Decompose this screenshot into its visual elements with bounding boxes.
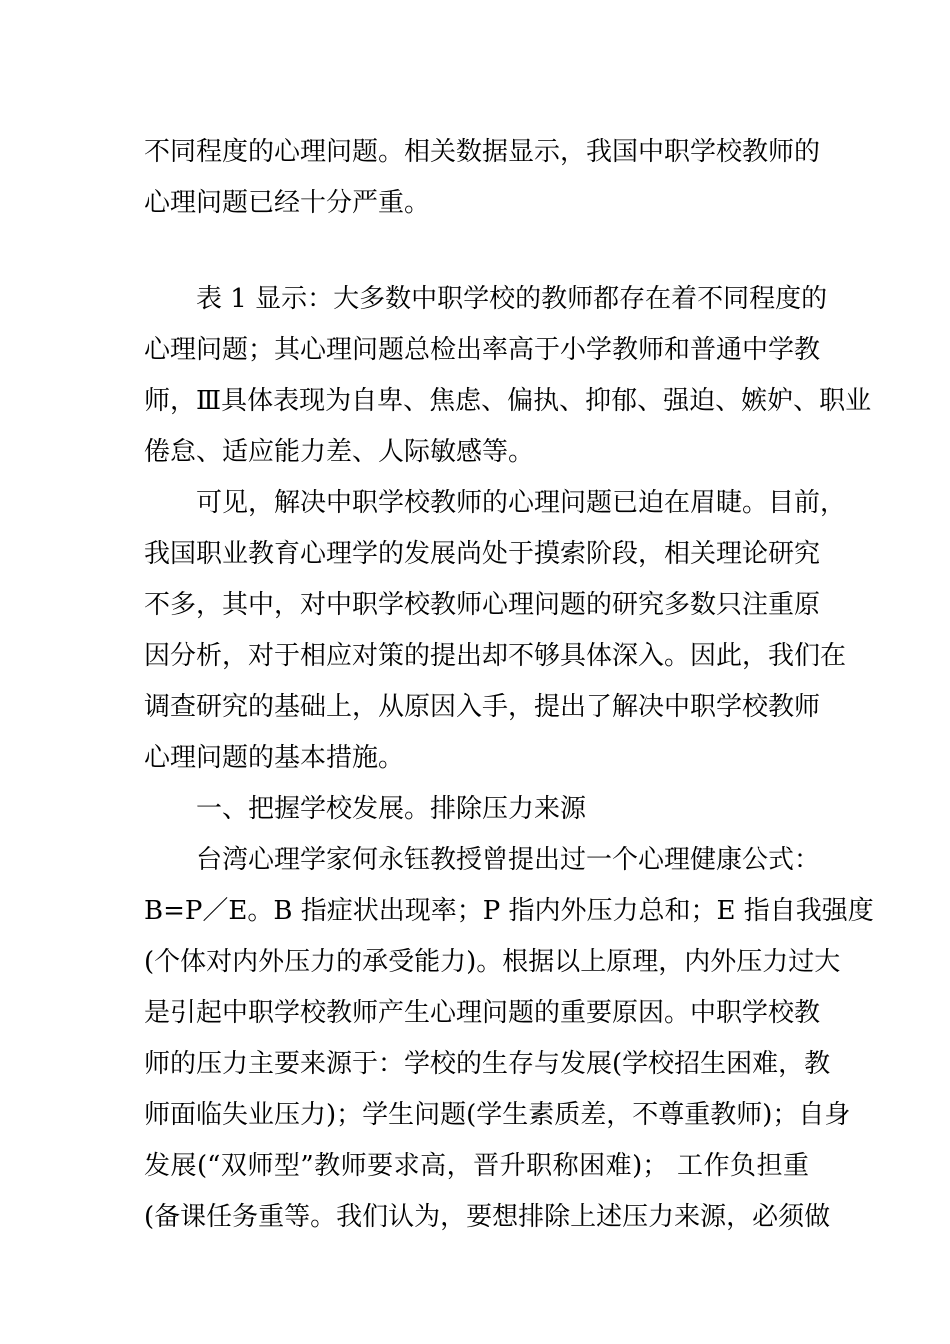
section-heading: 一、把握学校发展。排除压力来源 bbox=[196, 794, 587, 824]
text-line: 调查研究的基础上，从原因入手，提出了解决中职学校教师 bbox=[144, 692, 821, 722]
text-line: 我国职业教育心理学的发展尚处于摸索阶段，相关理论研究 bbox=[144, 539, 821, 569]
text-line: 师的压力主要来源于：学校的生存与发展(学校招生困难，教 bbox=[144, 1049, 831, 1079]
text-line: 师面临失业压力)；学生问题(学生素质差，不尊重教师)；自身 bbox=[144, 1100, 851, 1130]
text-line: 不同程度的心理问题。相关数据显示，我国中职学校教师的 bbox=[144, 137, 821, 167]
text-line: 师，Ⅲ具体表现为自卑、焦虑、偏执、抑郁、强迫、嫉妒、职业 bbox=[144, 386, 872, 416]
text-line: (个体对内外压力的承受能力)。根据以上原理，内外压力过大 bbox=[144, 947, 841, 977]
text-line: 不多，其中，对中职学校教师心理问题的研究多数只注重原 bbox=[144, 590, 821, 620]
text-line: 倦怠、适应能力差、人际敏感等。 bbox=[144, 437, 535, 467]
text-line: 发展(“双师型”教师要求高，晋升职称困难)； 工作负担重 bbox=[144, 1151, 809, 1181]
body-text bbox=[144, 274, 874, 1243]
text-line: 心理问题的基本措施。 bbox=[144, 743, 405, 773]
text-line: 表 1 显示：大多数中职学校的教师都存在着不同程度的 bbox=[196, 284, 828, 314]
text-line: 是引起中职学校教师产生心理问题的重要原因。中职学校教 bbox=[144, 998, 821, 1028]
text-line: (备课任务重等。我们认为，要想排除上述压力来源，必须做 bbox=[144, 1202, 831, 1232]
text-line: 心理问题已经十分严重。 bbox=[144, 188, 431, 218]
text-line: B=P／E。B 指症状出现率；P 指内外压力总和；E 指自我强度 bbox=[144, 896, 874, 926]
text-line: 心理问题；其心理问题总检出率高于小学教师和普通中学教 bbox=[144, 335, 821, 365]
text-line: 台湾心理学家何永钰教授曾提出过一个心理健康公式： bbox=[196, 845, 821, 875]
text-line: 可见，解决中职学校教师的心理问题已迫在眉睫。目前， bbox=[196, 488, 847, 518]
paragraph-continuation bbox=[144, 127, 821, 229]
text-line: 因分析，对于相应对策的提出却不够具体深入。因此，我们在 bbox=[144, 641, 847, 671]
